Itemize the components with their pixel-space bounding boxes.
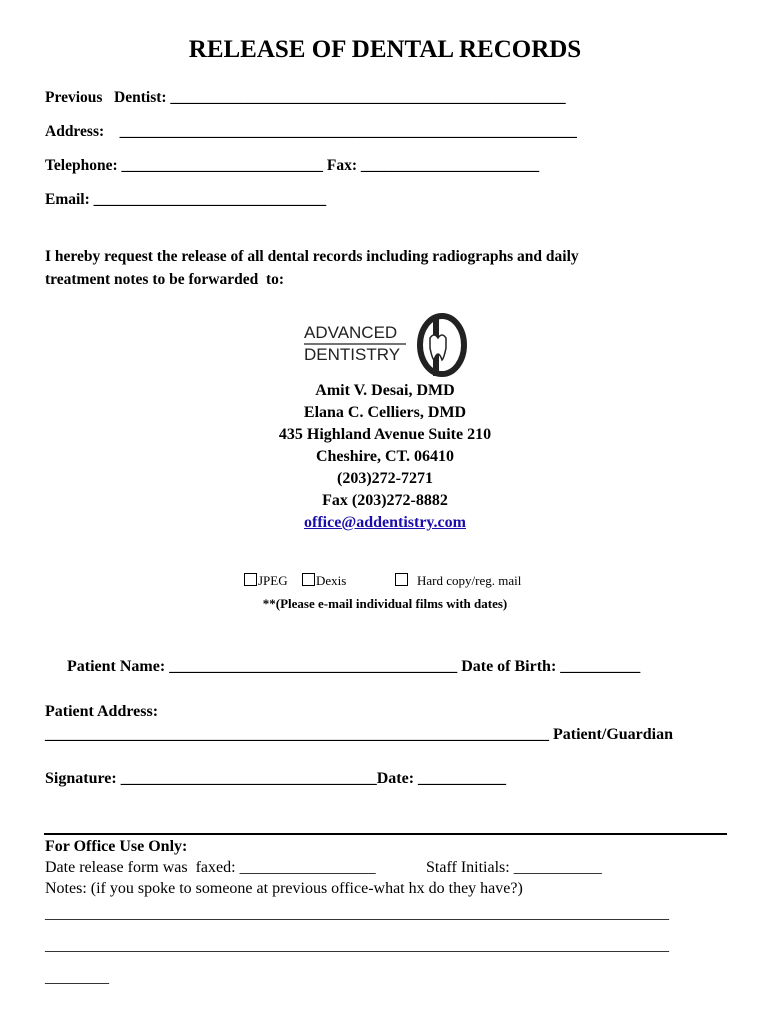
patient-address-label: Patient Address: <box>45 703 159 720</box>
jpeg-label: JPEG <box>258 573 288 588</box>
staff-initials-field[interactable]: Staff Initials: ___________ <box>426 859 602 876</box>
jpeg-checkbox[interactable] <box>244 573 257 586</box>
films-note: **(Please e-mail individual films with dates) <box>262 596 508 611</box>
request-text-line1: I hereby request the release of all dental records including radiographs and daily <box>45 248 579 265</box>
page-title: RELEASE OF DENTAL RECORDS <box>188 36 582 63</box>
tooth-emblem-icon <box>420 316 464 376</box>
notes-line-2[interactable]: ______________________________________________________________________________ <box>45 937 669 954</box>
advanced-dentistry-logo <box>302 312 472 378</box>
notes-line-1[interactable]: ______________________________________________________________________________ <box>45 905 669 922</box>
request-text-line2: treatment notes to be forwarded to: <box>45 271 285 288</box>
format-option-jpeg[interactable] <box>244 573 288 589</box>
date-faxed-field[interactable]: Date release form was faxed: _________________ <box>45 859 376 876</box>
email-field[interactable]: Email: ______________________________ <box>45 191 327 208</box>
logo-text-line1: ADVANCED <box>304 323 398 342</box>
dexis-label: Dexis <box>316 573 347 588</box>
notes-label: Notes: (if you spoke to someone at previous office-what hx do they have?) <box>45 880 523 897</box>
hardcopy-label: Hard copy/reg. mail <box>417 573 522 588</box>
address-field[interactable]: Address: ___________________________________________________________ <box>45 123 577 140</box>
signature-date-field[interactable]: Signature: ________________________________Date: ___________ <box>45 770 507 787</box>
patient-name-dob-field[interactable]: Patient Name: ____________________________________ Date of Birth: __________ <box>67 658 641 675</box>
logo-text-line2: DENTISTRY <box>304 345 401 364</box>
recipient-email-link[interactable] <box>0 514 770 532</box>
format-option-hardcopy[interactable] <box>395 573 521 589</box>
previous-dentist-field[interactable]: Previous Dentist: ___________________________________________________ <box>45 89 566 106</box>
patient-address-line[interactable]: _______________________________________________________________ Patient/Guardian <box>45 726 674 743</box>
recipient-fax: Fax (203)272-8882 <box>322 492 448 509</box>
dexis-checkbox[interactable] <box>302 573 315 586</box>
recipient-phone: (203)272-7271 <box>337 470 433 487</box>
notes-line-3[interactable]: ________ <box>45 969 109 986</box>
recipient-email[interactable]: office@addentistry.com <box>304 514 466 531</box>
hardcopy-checkbox[interactable] <box>395 573 408 586</box>
recipient-street: 435 Highland Avenue Suite 210 <box>278 426 492 443</box>
office-use-heading: For Office Use Only: <box>45 838 188 855</box>
office-use-divider <box>44 833 727 835</box>
recipient-city: Cheshire, CT. 06410 <box>315 448 455 465</box>
recipient-doctor1: Amit V. Desai, DMD <box>315 382 455 399</box>
format-option-dexis[interactable] <box>302 573 346 589</box>
recipient-doctor2: Elana C. Celliers, DMD <box>303 404 467 421</box>
telephone-fax-field[interactable]: Telephone: __________________________ Fax: _______________________ <box>45 157 540 174</box>
